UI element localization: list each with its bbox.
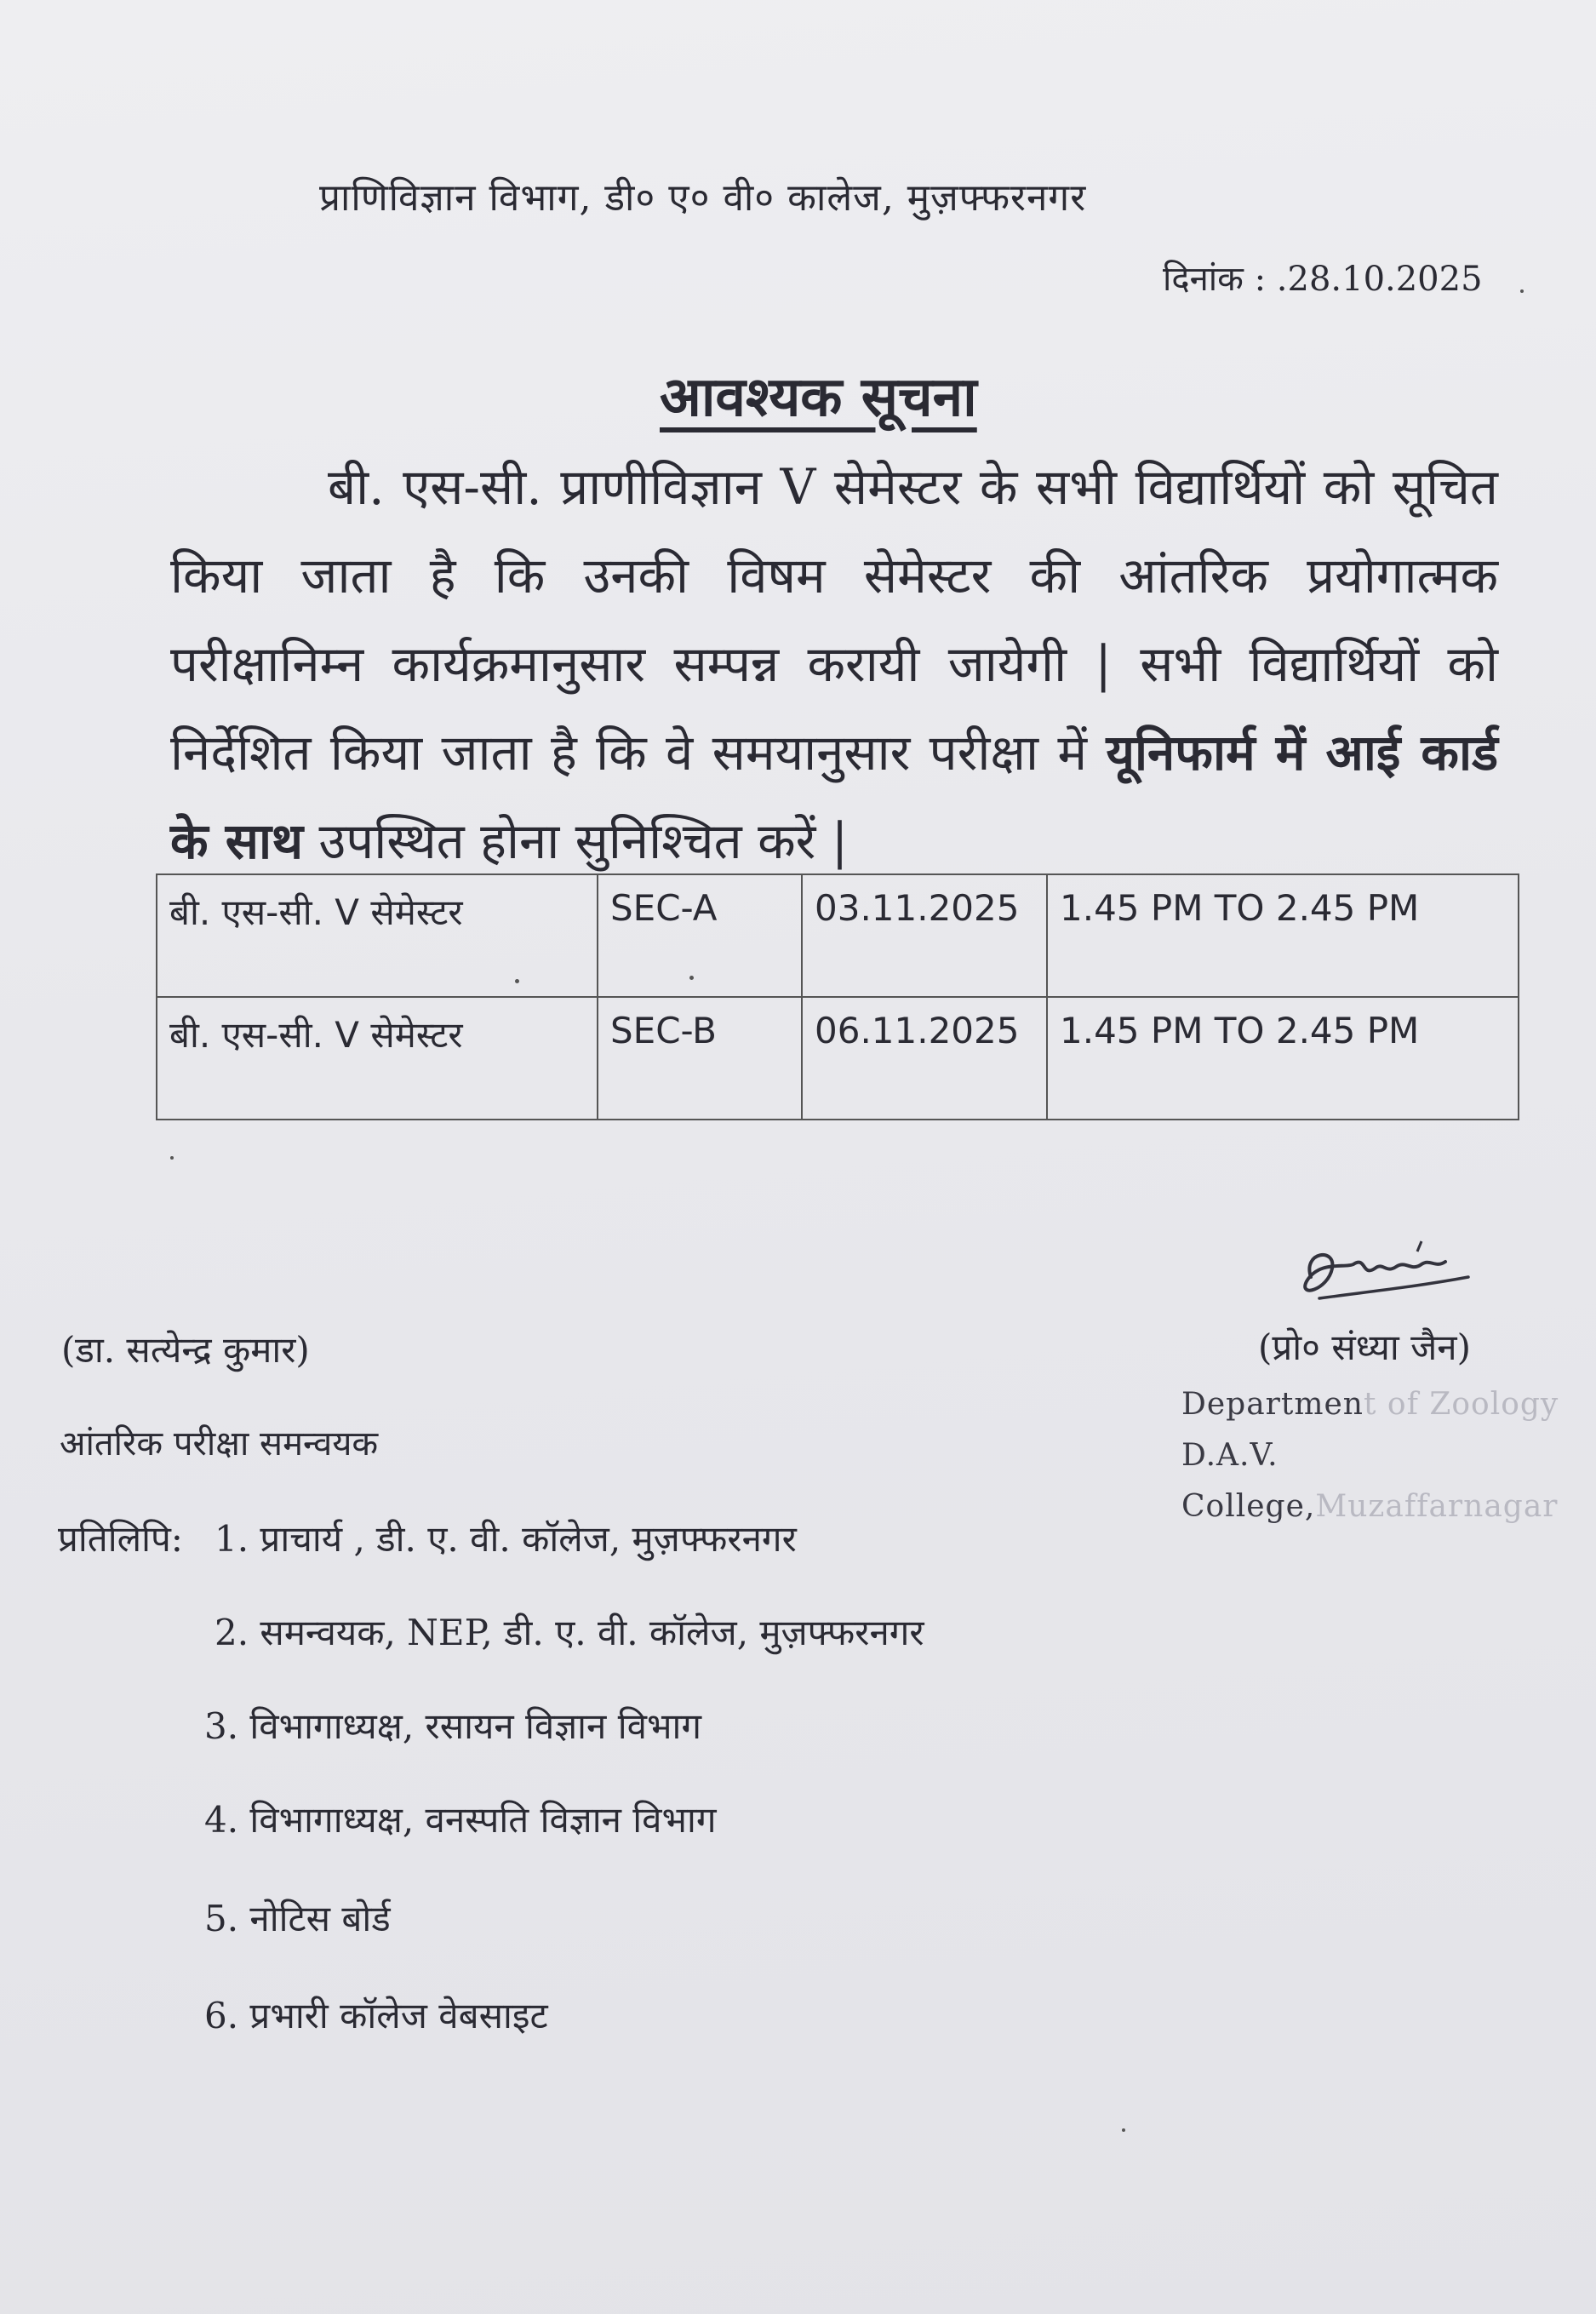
copy-recipient: 1. प्राचार्य , डी. ए. वी. कॉलेज, मुज़फ्फरनगर — [215, 1518, 797, 1560]
table-row — [157, 874, 1519, 997]
class-cell: बी. एस-सी. V सेमेस्टर — [157, 874, 598, 997]
copy-recipient: 6. प्रभारी कॉलेज वेबसाइट — [204, 1995, 548, 2036]
notice-body-text: बी. एस-सी. प्राणीविज्ञान V सेमेस्टर के सभी विद्यार्थियों को सूचित किया जाता है कि उनकी विषम सेमेस्टर की आंतरिक प्रयोगात्मक परीक्षानिम्न कार्यक्रमानुसार सम्पन्न करायी जायेगी | सभी विद्यार्थियों को निर्देशित किया जाता है कि वे समयानुसार परीक्षा में — [170, 458, 1498, 782]
section-cell: SEC-B — [598, 997, 802, 1120]
time-cell: 1.45 PM TO 2.45 PM — [1047, 997, 1519, 1120]
coordinator-designation: आंतरिक परीक्षा समन्वयक — [60, 1424, 379, 1463]
hod-name: (प्रो० संध्या जैन) — [1258, 1326, 1471, 1368]
date-cell: 03.11.2025 — [802, 874, 1047, 997]
paper-speck — [515, 979, 519, 983]
class-cell: बी. एस-सी. V सेमेस्टर — [157, 997, 598, 1120]
copy-to-label: प्रतिलिपि: — [58, 1518, 183, 1560]
notice-body-emphasis: यूनिफार्म में आई कार्ड के साथ — [170, 724, 1499, 870]
paper-speck — [1122, 2128, 1125, 2132]
time-cell: 1.45 PM TO 2.45 PM — [1047, 874, 1519, 997]
copy-recipient: 4. विभागाध्यक्ष, वनस्पति विज्ञान विभाग — [204, 1799, 717, 1841]
section-cell: SEC-A — [598, 874, 802, 997]
table-row — [157, 997, 1519, 1120]
date-cell: 06.11.2025 — [802, 997, 1047, 1120]
handwritten-signature — [1285, 1217, 1481, 1328]
stamp-line-1: Department of Zoology — [1181, 1387, 1559, 1422]
paper-speck — [170, 1156, 174, 1160]
paper-speck — [689, 976, 694, 980]
copy-recipient: 2. समन्वयक, NEP, डी. ए. वी. कॉलेज, मुज़फ्फरनगर — [215, 1612, 924, 1653]
coordinator-name: (डा. सत्येन्द्र कुमार) — [61, 1329, 310, 1371]
copy-recipient: 3. विभागाध्यक्ष, रसायन विज्ञान विभाग — [204, 1705, 701, 1747]
notice-body — [170, 443, 1498, 885]
exam-schedule-table — [156, 873, 1519, 1120]
notice-title: आवश्यक सूचना — [660, 365, 977, 429]
paper-speck — [1520, 289, 1524, 293]
stamp-line-2: D.A.V. College,Muzaffarnagar — [1181, 1438, 1559, 1524]
notice-body-end: उपस्थित होना सुनिश्चित करें | — [303, 812, 849, 870]
department-header: प्राणिविज्ञान विभाग, डी० ए० वी० कालेज, मुज़फ्फरनगर — [319, 176, 1087, 220]
department-stamp — [1181, 1379, 1596, 1532]
copy-recipient: 5. नोटिस बोर्ड — [204, 1898, 391, 1939]
notice-date: दिनांक : .28.10.2025 — [1163, 260, 1483, 299]
